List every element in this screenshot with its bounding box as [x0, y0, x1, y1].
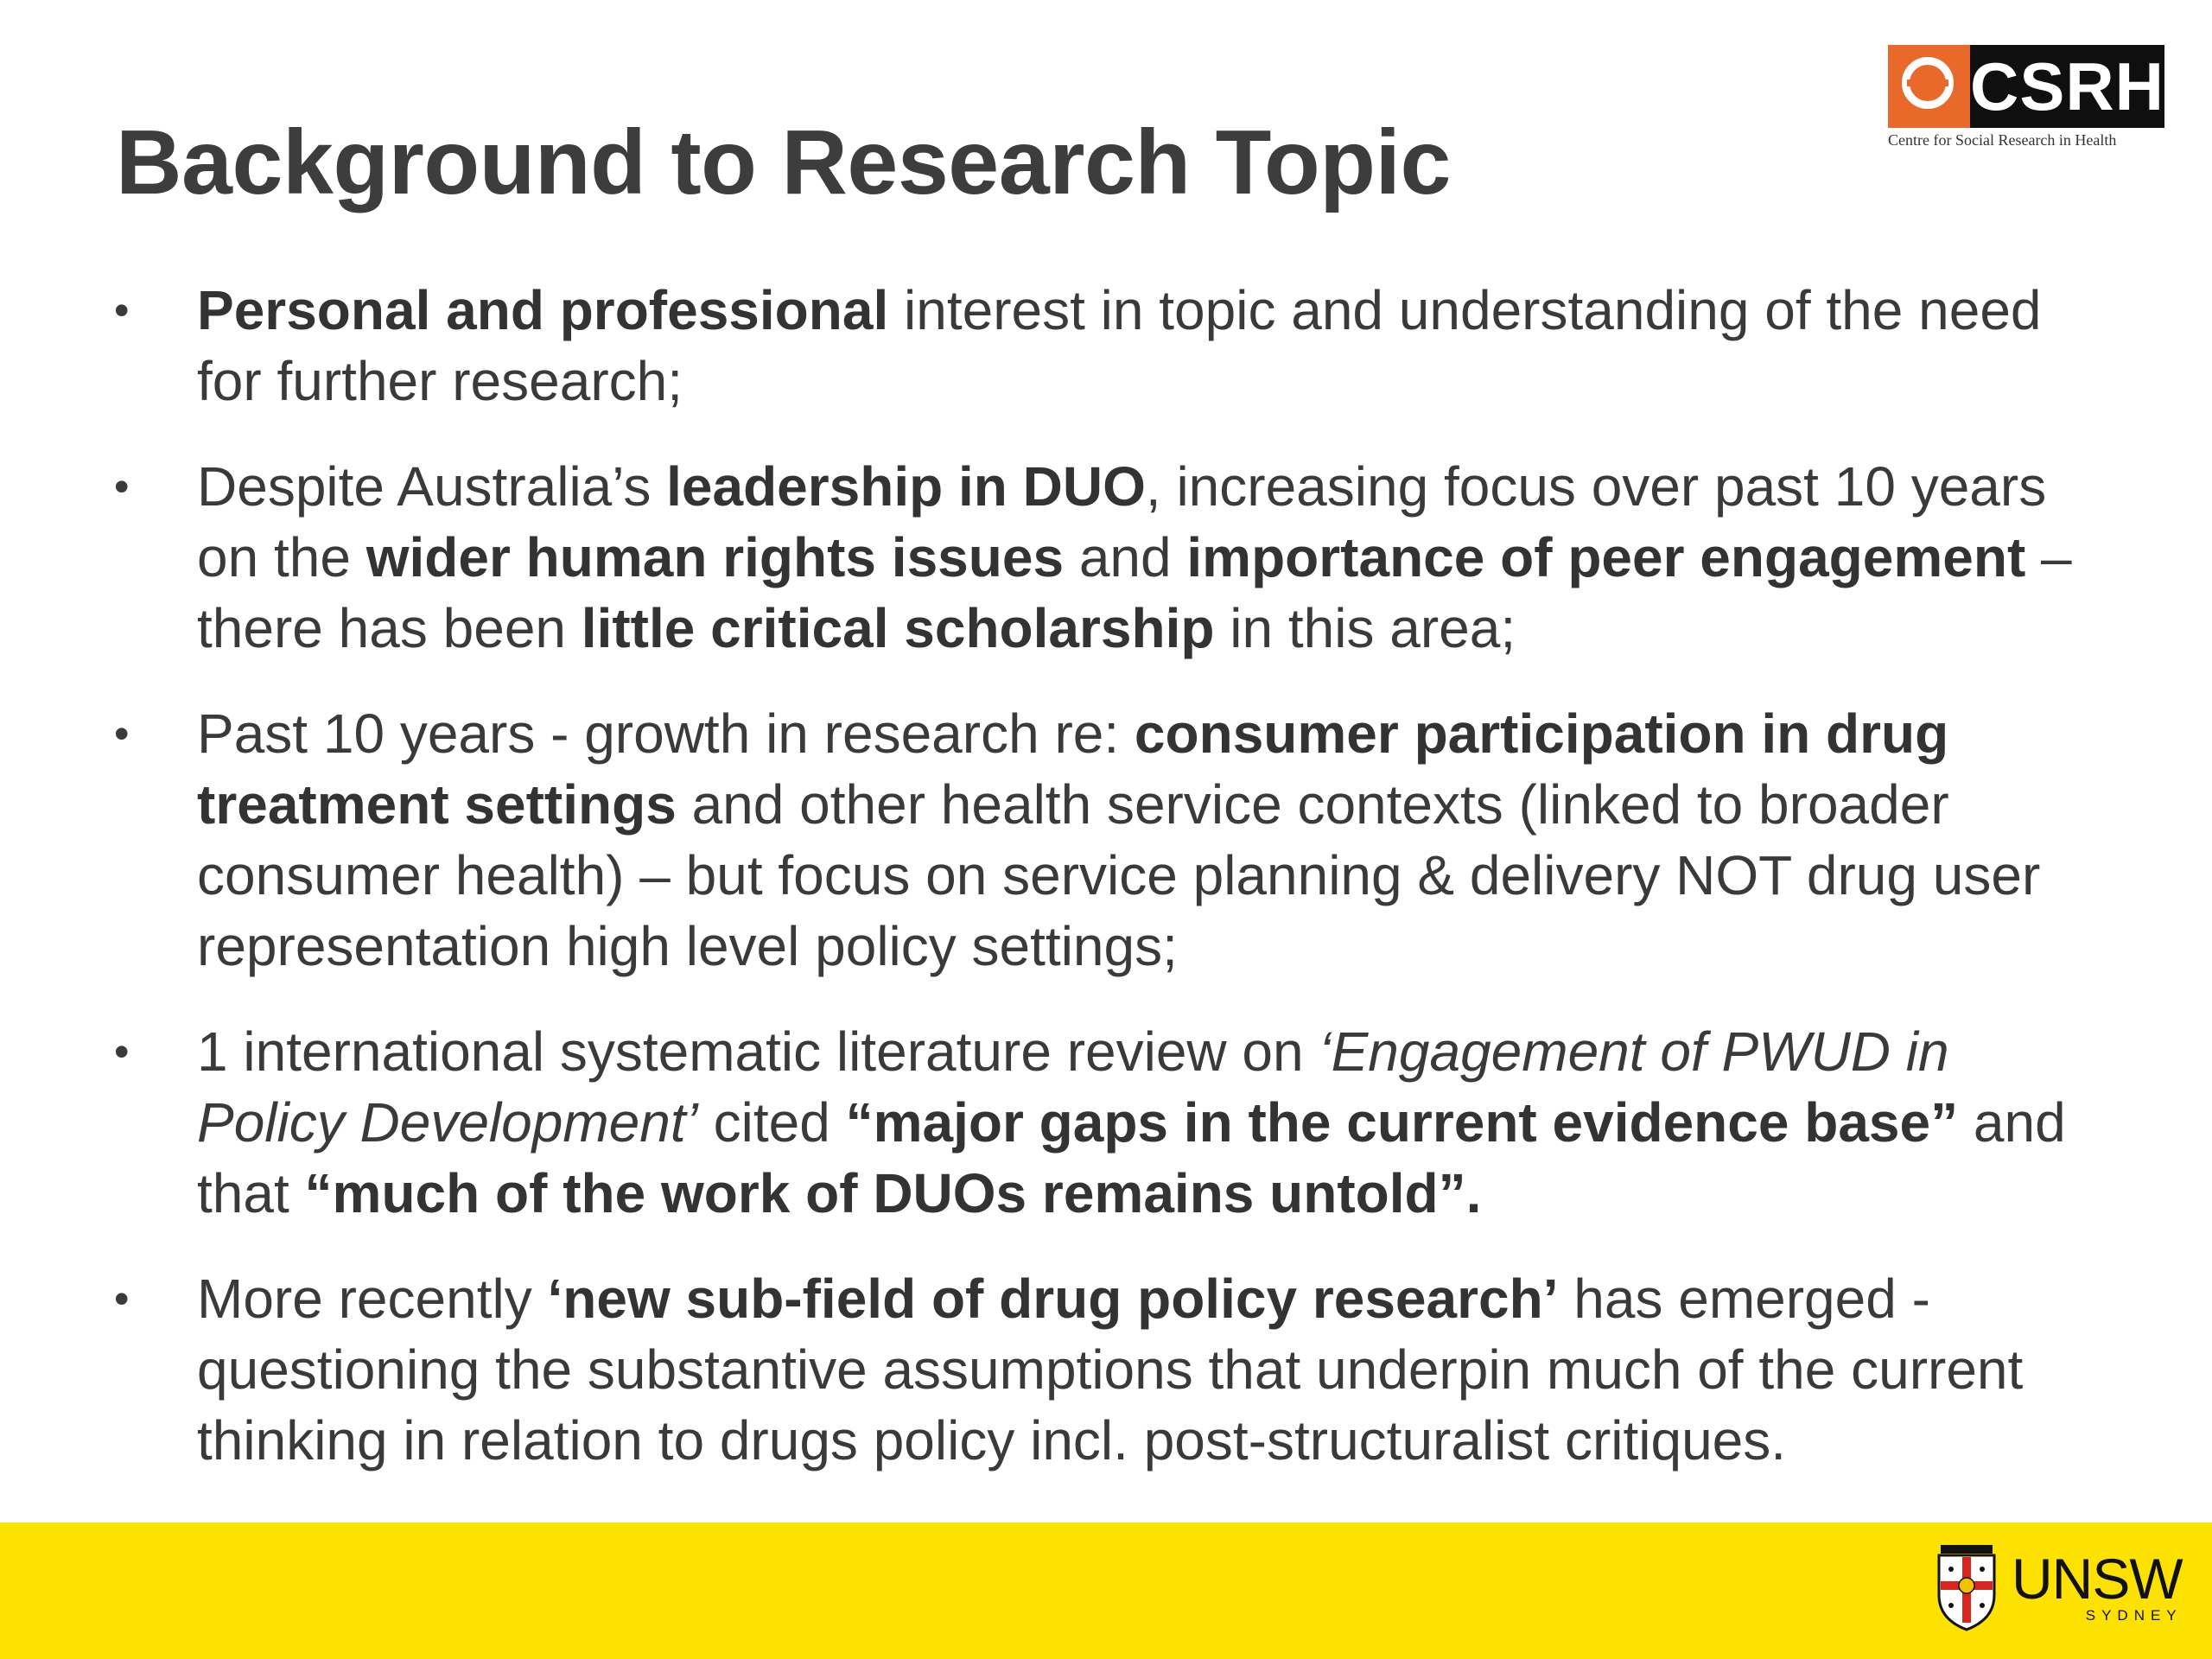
text-run: More recently [197, 1268, 548, 1330]
text-run: and that [197, 1091, 2066, 1224]
text-run: in this area; [1214, 597, 1516, 659]
bullet-list [112, 275, 2100, 1510]
bullet-item [112, 451, 2100, 664]
text-run: importance of peer engagement [1186, 526, 2026, 588]
text-run: has emerged - questioning the substantive assumptions that underpin much of the current thinking in relation to drugs policy incl. post-structuralist critiques. [197, 1268, 2024, 1471]
text-run: consumer participation in drug treatment settings [197, 702, 1949, 836]
unsw-logo [1934, 1543, 2183, 1633]
unsw-logo-name: UNSW [2012, 1547, 2183, 1611]
unsw-crest-icon [1934, 1543, 1999, 1633]
text-run: ‘new sub-field of drug policy research’ [547, 1268, 1559, 1330]
text-run: ‘Engagement of PWUD in Policy Development’ [197, 1020, 1949, 1154]
bullet-text [197, 455, 2072, 659]
bullet-item [112, 698, 2100, 982]
csrh-logo-name: CSRH [1970, 45, 2164, 128]
bullet-text [197, 1020, 2066, 1224]
bullet-item [112, 275, 2100, 416]
bullet-text [197, 702, 2040, 977]
text-run: Personal and professional [197, 279, 889, 341]
bullet-text [197, 1268, 2023, 1471]
bullet-item [112, 1016, 2100, 1229]
bullet-item [112, 1263, 2100, 1476]
bullet-marker: • [114, 1274, 130, 1323]
unsw-logo-subtitle: SYDNEY [2085, 1607, 2183, 1624]
csrh-logo-subtitle: Centre for Social Research in Health [1888, 131, 2117, 149]
bullet-marker: • [114, 1027, 130, 1076]
text-run: little critical scholarship [581, 597, 1215, 659]
csrh-logo-box [1888, 45, 2164, 128]
bullet-marker: • [114, 462, 130, 511]
bullet-text [197, 279, 2042, 412]
text-run: leadership in DUO [666, 455, 1146, 518]
text-run: interest in topic and understanding of the need for further research; [197, 279, 2042, 412]
text-run: Past 10 years - growth in research re: [197, 702, 1135, 765]
footer-band [0, 1522, 2212, 1659]
csrh-logo-mark-icon [1888, 45, 1970, 128]
bullet-marker: • [114, 709, 130, 758]
text-run: and other health service contexts (linked to broader consumer health) – but focus on service planning & delivery NOT drug user representation high level policy settings; [197, 773, 2041, 977]
csrh-logo [1888, 45, 2164, 149]
text-run: cited [697, 1091, 846, 1154]
text-run: – there has been [197, 526, 2072, 659]
slide-title: Background to Research Topic [116, 111, 1451, 213]
text-run: and [1064, 526, 1187, 588]
bullet-marker: • [114, 286, 130, 334]
text-run: wider human rights issues [365, 526, 1065, 588]
text-run: Despite Australia’s [197, 455, 667, 518]
unsw-wordmark [2012, 1547, 2183, 1624]
text-run: “major gaps in the current evidence base” [845, 1091, 1959, 1154]
text-run: , increasing focus over past 10 years on the [197, 455, 2047, 588]
text-run: “much of the work of DUOs remains untold”. [304, 1162, 1482, 1224]
text-run: 1 international systematic literature review on [197, 1020, 1319, 1083]
